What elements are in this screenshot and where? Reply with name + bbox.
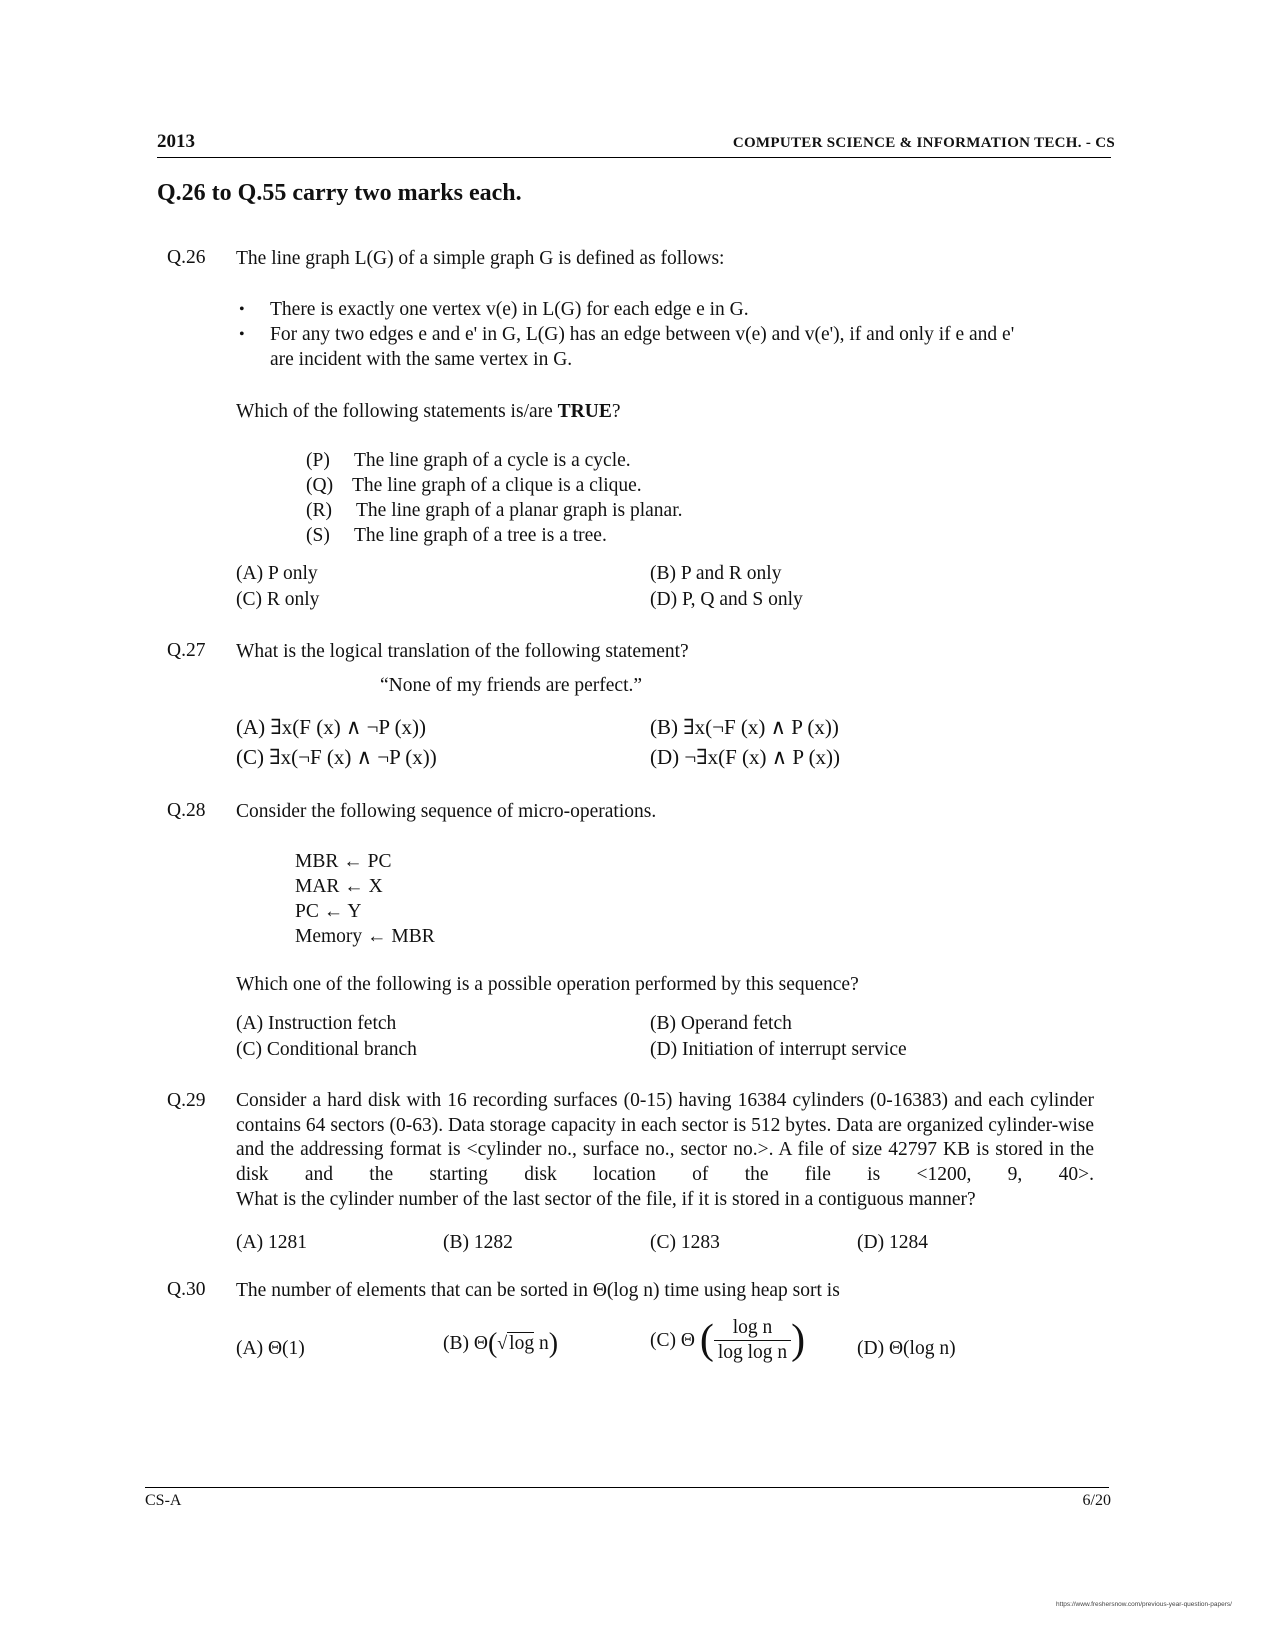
option-d: (D) Θ(log n) xyxy=(857,1338,956,1359)
paren-left: ( xyxy=(699,1317,714,1363)
statement-label: (P) xyxy=(306,450,330,471)
option-c xyxy=(650,1316,805,1365)
question-prompt xyxy=(236,399,621,424)
fraction xyxy=(714,1316,791,1365)
question-prompt: Which one of the following is a possible operation performed by this sequence? xyxy=(236,974,859,995)
question-body: Consider a hard disk with 16 recording surfaces (0-15) having 16384 cylinders (0-16383) and each cylinder contains 64 sectors (0-63). Data storage capacity in each sector is 512 bytes. Data are organized cylinder-wise and the addressing format is <cylinder no., surface no., sector no.>. A file of size 42797 KB is stored in the disk and the starting disk location of the file is <1200, 9, 40>. xyxy=(236,1090,1094,1186)
section-title: Q.26 to Q.55 carry two marks each. xyxy=(157,180,522,206)
prompt-suffix: ? xyxy=(611,401,621,422)
question-number: Q.26 xyxy=(167,247,206,268)
option-c: (C) Conditional branch xyxy=(236,1039,417,1060)
option-c: (C) 1283 xyxy=(650,1232,720,1253)
statement-text: The line graph of a cycle is a cycle. xyxy=(354,450,631,471)
micro-operation: MBR ← PC xyxy=(295,851,392,872)
option-label: (C) Θ xyxy=(650,1330,695,1351)
sqrt-icon: √ xyxy=(497,1333,508,1353)
footer-paper-code: CS-A xyxy=(145,1492,182,1509)
option-a: (A) Instruction fetch xyxy=(236,1013,397,1034)
question-number: Q.30 xyxy=(167,1279,206,1300)
option-c: (C) R only xyxy=(236,589,320,610)
option-d: (D) Initiation of interrupt service xyxy=(650,1039,907,1060)
option-a: (A) Θ(1) xyxy=(236,1338,305,1359)
paren-left: ( xyxy=(487,1328,498,1359)
source-url[interactable]: https://www.freshersnow.com/previous-year-question-papers/ xyxy=(1056,1601,1232,1608)
prompt-emphasis: TRUE xyxy=(557,401,612,422)
question-intro: The line graph L(G) of a simple graph G is defined as follows: xyxy=(236,248,725,269)
statement-label: (R) xyxy=(306,500,332,521)
definition-bullet-continued: are incident with the same vertex in G. xyxy=(270,349,573,370)
option-b xyxy=(443,1328,559,1359)
statement-text: The line graph of a clique is a clique. xyxy=(352,475,642,496)
option-d: (D) ¬∃x(F (x) ∧ P (x)) xyxy=(650,745,841,769)
question-intro: The number of elements that can be sorted in Θ(log n) time using heap sort is xyxy=(236,1280,840,1301)
question-number: Q.28 xyxy=(167,800,206,821)
question-body-last-line: What is the cylinder number of the last sector of the file, if it is stored in a contiguous manner? xyxy=(236,1189,976,1210)
definition-bullet: There is exactly one vertex v(e) in L(G) for each edge e in G. xyxy=(270,299,749,320)
micro-operation: PC ← Y xyxy=(295,901,362,922)
micro-operation: Memory ← MBR xyxy=(295,926,435,947)
statement-text: The line graph of a tree is a tree. xyxy=(354,525,607,546)
statement-text: The line graph of a planar graph is planar. xyxy=(356,500,683,521)
denominator: log log n xyxy=(717,1342,788,1363)
option-c: (C) ∃x(¬F (x) ∧ ¬P (x)) xyxy=(236,745,437,769)
option-text: n xyxy=(534,1333,549,1354)
definition-bullet: For any two edges e and e' in G, L(G) has an edge between v(e) and v(e'), if and only if e and e' xyxy=(270,324,1015,345)
footer-page-number: 6/20 xyxy=(1082,1492,1111,1509)
option-d: (D) 1284 xyxy=(857,1232,928,1253)
option-a: (A) ∃x(F (x) ∧ ¬P (x)) xyxy=(236,715,427,739)
option-a: (A) 1281 xyxy=(236,1232,307,1253)
question-number: Q.27 xyxy=(167,640,206,661)
numerator: log n xyxy=(714,1316,791,1341)
option-b: (B) Operand fetch xyxy=(650,1013,792,1034)
header-year: 2013 xyxy=(157,131,195,152)
paren-right: ) xyxy=(791,1317,806,1363)
header-subject: COMPUTER SCIENCE & INFORMATION TECH. - CS xyxy=(732,135,1115,151)
micro-operation: MAR ← X xyxy=(295,876,383,897)
prompt-text: Which of the following statements is/are xyxy=(236,401,558,422)
header-rule xyxy=(157,157,1111,158)
paren-right: ) xyxy=(548,1328,559,1359)
radicand: log xyxy=(509,1333,535,1354)
question-number: Q.29 xyxy=(167,1090,206,1111)
statement-label: (S) xyxy=(306,525,330,546)
quoted-statement: “None of my friends are perfect.” xyxy=(380,675,643,696)
question-intro: Consider the following sequence of micro-operations. xyxy=(236,801,657,822)
option-b: (B) ∃x(¬F (x) ∧ P (x)) xyxy=(650,715,839,739)
option-a: (A) P only xyxy=(236,563,318,584)
footer-rule xyxy=(145,1487,1109,1488)
option-label: (B) Θ xyxy=(443,1333,488,1354)
bullet-icon: • xyxy=(239,326,245,343)
question-intro: What is the logical translation of the following statement? xyxy=(236,641,689,662)
option-d: (D) P, Q and S only xyxy=(650,589,803,610)
option-b: (B) P and R only xyxy=(650,563,782,584)
bullet-icon: • xyxy=(239,301,245,318)
statement-label: (Q) xyxy=(306,475,334,496)
option-b: (B) 1282 xyxy=(443,1232,513,1253)
